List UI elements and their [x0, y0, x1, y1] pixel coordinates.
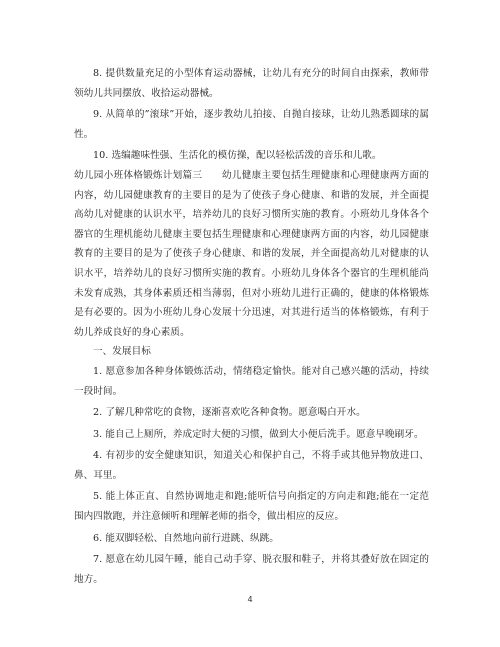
- page-number: 4: [247, 595, 253, 604]
- paragraph-plan-article-three: 幼儿园小班体格锻炼计划篇三 幼儿健康主要包括生理健康和心理健康两方面的内容，幼儿园健康教育的主要目的是为了使孩子身心健康、和谐的发展，并全面提高幼儿对健康的认识水平，培养幼儿的良好习惯所实施的教育。小班幼儿身体各个器官的生理机能幼儿健康主要包括生理健康和心理健康两方面的内容，幼儿园健康教育的主要目的是为了使孩子身心健康、和谐的发展，并全面提高幼儿对健康的认识水平，培养幼儿的良好习惯所实施的教育。小班幼儿身体各个器官的生理机能尚未发育成熟，其身体素质还相当薄弱，但对小班幼儿进行正确的，健康的体格锻炼是有必要的。因为小班幼儿身心发展十分迅速，对其进行适当的体格锻炼，有利于幼儿养成良好的身心素质。: [74, 169, 429, 338]
- goal-item-5: 5. 能上体正直、自然协调地走和跑;能听信号向指定的方向走和跑;能在一定范围内四散跑，并注意倾听和理解老师的指令，做出相应的反应。: [74, 491, 429, 523]
- paragraph-item-10: 10. 选编趣味性强、生活化的模仿操，配以轻松活泼的音乐和儿歌。: [93, 150, 382, 162]
- section-heading-development-goals: 一、发展目标: [93, 346, 151, 358]
- goal-item-1: 1. 愿意参加各种身体锻炼活动，情绪稳定愉快。能对自己感兴趣的活动，持续一段时间。: [74, 365, 429, 397]
- goal-item-2: 2. 了解几种常吃的食物，逐渐喜欢吃各种食物。愿意喝白开水。: [93, 407, 366, 419]
- document-body: [74, 64, 429, 589]
- goal-item-3: 3. 能自己上厕所，养成定时大便的习惯，做到大小便后洗手。愿意早晚刷牙。: [93, 428, 424, 440]
- goal-item-7: 7. 愿意在幼儿园午睡，能自己动手穿、脱衣服和鞋子，并将其叠好放在固定的地方。: [74, 554, 429, 585]
- paragraph-item-8: 8. 提供数量充足的小型体育运动器械，让幼儿有充分的时间自由探索，教师带领幼儿共同摆放、收拾运动器械。: [74, 68, 429, 99]
- paragraph-item-9: 9. 从简单的”滚球”开始，逐步教幼儿拍接、自抛自接球，让幼儿熟悉圆球的属性。: [74, 109, 429, 140]
- goal-item-6: 6. 能双脚轻松、自然地向前行进跳、纵跳。: [93, 532, 279, 544]
- goal-item-4: 4. 有初步的安全健康知识，知道关心和保护自己，不将手或其他异物放进口、鼻、耳里。: [74, 450, 429, 481]
